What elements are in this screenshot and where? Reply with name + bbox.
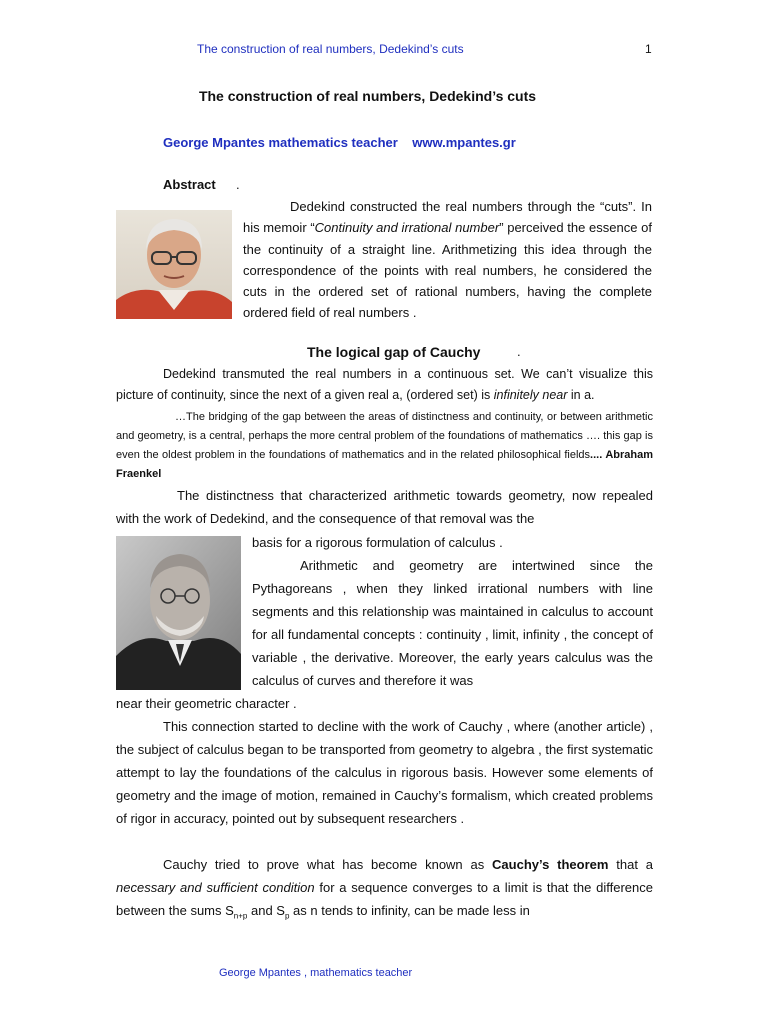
author-portrait — [116, 210, 232, 319]
paragraph-geometric-character: near their geometric character . — [116, 696, 297, 711]
paragraph-cauchy-decline: This connection started to decline with the work of Cauchy , where (another article) , the subject of calculus began to be transported from geometry to algebra , the first systematic attempt to lay the foundations of the calculus in rigorous basis. However some elements of geometry and the image of motion, remained in Cauchy’s formalism, which created problems of rigor in accuracy, pointed out by subsequent researchers . — [116, 719, 653, 826]
section-dot: . — [517, 344, 521, 359]
document-title: The construction of real numbers, Dedekind’s cuts — [198, 88, 537, 104]
paragraph-dedekind: Dedekind transmuted the real numbers in a continuous set. We can’t visualize this picture of continuity, since the next of a given real a, (ordered set) is infinitely near in a. — [116, 367, 653, 402]
page-number: 1 — [645, 42, 652, 56]
paragraph-basis: basis for a rigorous formulation of calculus . — [252, 535, 503, 550]
running-footer: George Mpantes , mathematics teacher — [219, 967, 413, 979]
author-line: George Mpantes mathematics teacher www.mpantes.gr — [163, 135, 516, 150]
abstract-dot: . — [236, 177, 240, 192]
running-header: The construction of real numbers, Dedekind’s cuts — [197, 42, 464, 56]
fraenkel-quote: …The bridging of the gap between the areas of distinctness and continuity, or between arithmetic and geometry, is a central, perhaps the more central problem of the foundations of mathematics …. this gap is even the oldest problem in the foundations of mathematics and in the related philosophical fields.... Abraham Fraenkel — [116, 411, 654, 480]
dedekind-portrait — [116, 536, 241, 690]
paragraph-arithmetic-geometry: Arithmetic and geometry are intertwined since the Pythagoreans , when they linked irrational numbers with line segments and this relationship was maintained in calculus to account for all fundamental concepts : continuity , limit, infinity , the concept of variable , the derivative. Moreover, the early years calculus was the calculus of curves and therefore it was — [252, 558, 653, 688]
paragraph-distinctness: The distinctness that characterized arithmetic towards geometry, now repealed with the work of Dedekind, and the consequence of that removal was the — [116, 488, 653, 526]
section-heading: The logical gap of Cauchy — [307, 344, 481, 360]
paragraph-cauchy-theorem: Cauchy tried to prove what has become known as Cauchy’s theorem that a necessary and sufficient condition for a sequence converges to a limit is that the difference between the sums $S_{n+p}$ and $S_p$ as n tends to infinity, can be made less in — [116, 857, 653, 921]
abstract-heading: Abstract — [163, 177, 216, 192]
abstract-paragraph: Dedekind constructed the real numbers through the “cuts”. In his memoir “Continuity and irrational number” perceived the essence of the continuity of a straight line. Arithmetizing this idea through the correspondence of the points with real numbers, he considered the cuts in the ordered set of rational numbers, having the complete ordered field of real numbers . — [243, 199, 652, 321]
